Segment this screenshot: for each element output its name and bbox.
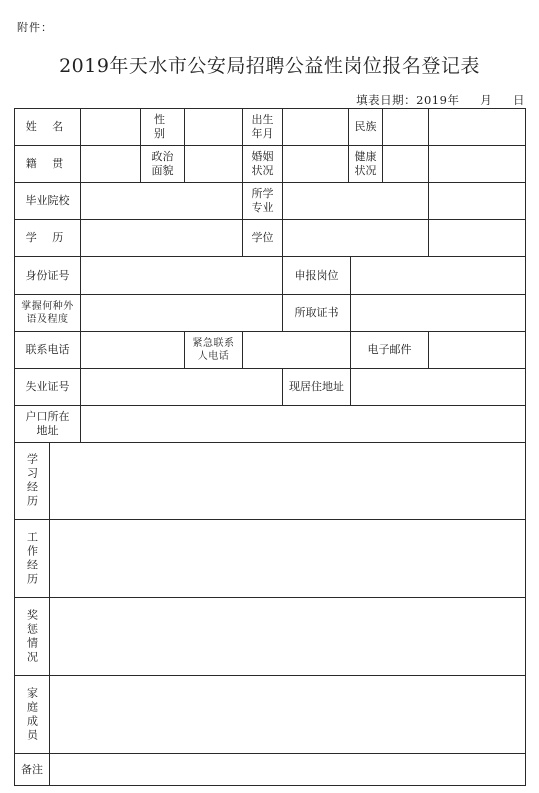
ethnicity-input[interactable] — [383, 109, 428, 145]
education-label: 学 历 — [25, 231, 70, 244]
major-label: 所学 专业 — [251, 187, 274, 214]
work-history-text: 工作经历 — [25, 530, 39, 587]
birth-input[interactable] — [283, 109, 348, 145]
gender-input[interactable] — [185, 109, 242, 145]
ethnicity-label: 民族 — [354, 120, 377, 133]
degree-input[interactable] — [283, 220, 428, 256]
native-place-input[interactable] — [81, 146, 140, 182]
gender-label: 性 别 — [154, 113, 171, 140]
phone-label: 联系电话 — [25, 343, 70, 356]
family-text: 家庭成员 — [25, 686, 39, 743]
unemployment-cert-input[interactable] — [81, 369, 282, 405]
health-input[interactable] — [383, 146, 428, 182]
page-title: 2019年天水市公安局招聘公益性岗位报名登记表 — [59, 55, 480, 77]
awards-input[interactable] — [50, 598, 525, 675]
remarks-input[interactable] — [50, 754, 525, 785]
current-address-label: 现居住地址 — [289, 380, 344, 393]
health-label: 健康 状况 — [354, 150, 377, 177]
fill-date: 填表日期：2019年 月 日 — [356, 93, 525, 107]
awards-label — [15, 598, 49, 675]
emergency-contact-label: 紧急联系 人电话 — [192, 338, 235, 362]
work-history-label — [15, 520, 49, 597]
grid-line — [525, 108, 526, 786]
awards-text: 奖惩情况 — [25, 608, 39, 665]
name-input[interactable] — [81, 109, 140, 145]
remarks-label: 备注 — [21, 762, 43, 776]
name-label: 姓 名 — [25, 120, 70, 133]
photo-area[interactable] — [429, 109, 525, 256]
email-label: 电子邮件 — [367, 343, 412, 356]
position-label: 申报岗位 — [294, 268, 339, 282]
marital-label: 婚姻 状况 — [251, 150, 274, 177]
native-place-label: 籍 贯 — [25, 157, 70, 170]
marital-input[interactable] — [283, 146, 348, 182]
certificates-input[interactable] — [351, 295, 525, 331]
id-number-input[interactable] — [81, 257, 282, 294]
attachment-label: 附件： — [17, 21, 53, 34]
family-label — [15, 676, 49, 753]
family-input[interactable] — [50, 676, 525, 753]
current-address-input[interactable] — [351, 369, 525, 405]
household-address-input[interactable] — [81, 406, 525, 442]
household-address-label: 户口所在 地址 — [25, 410, 70, 437]
grid-line — [14, 785, 526, 786]
languages-label: 掌握何种外 语及程度 — [21, 301, 74, 325]
study-history-text: 学习经历 — [25, 453, 39, 509]
email-input[interactable] — [429, 332, 525, 368]
unemployment-cert-label: 失业证号 — [25, 380, 70, 393]
emergency-contact-input[interactable] — [243, 332, 350, 368]
school-label: 毕业院校 — [25, 194, 70, 207]
major-input[interactable] — [283, 183, 428, 219]
phone-input[interactable] — [81, 332, 184, 368]
degree-label: 学位 — [251, 231, 274, 244]
education-input[interactable] — [81, 220, 242, 256]
position-input[interactable] — [351, 257, 525, 294]
languages-input[interactable] — [81, 295, 282, 331]
study-history-input[interactable] — [50, 443, 525, 519]
birth-label: 出生 年月 — [251, 113, 274, 140]
id-number-label: 身份证号 — [25, 268, 70, 282]
certificates-label: 所取证书 — [294, 306, 339, 319]
political-input[interactable] — [185, 146, 242, 182]
political-label: 政治 面貌 — [151, 150, 174, 177]
work-history-input[interactable] — [50, 520, 525, 597]
study-history-label — [15, 443, 49, 519]
school-input[interactable] — [81, 183, 242, 219]
